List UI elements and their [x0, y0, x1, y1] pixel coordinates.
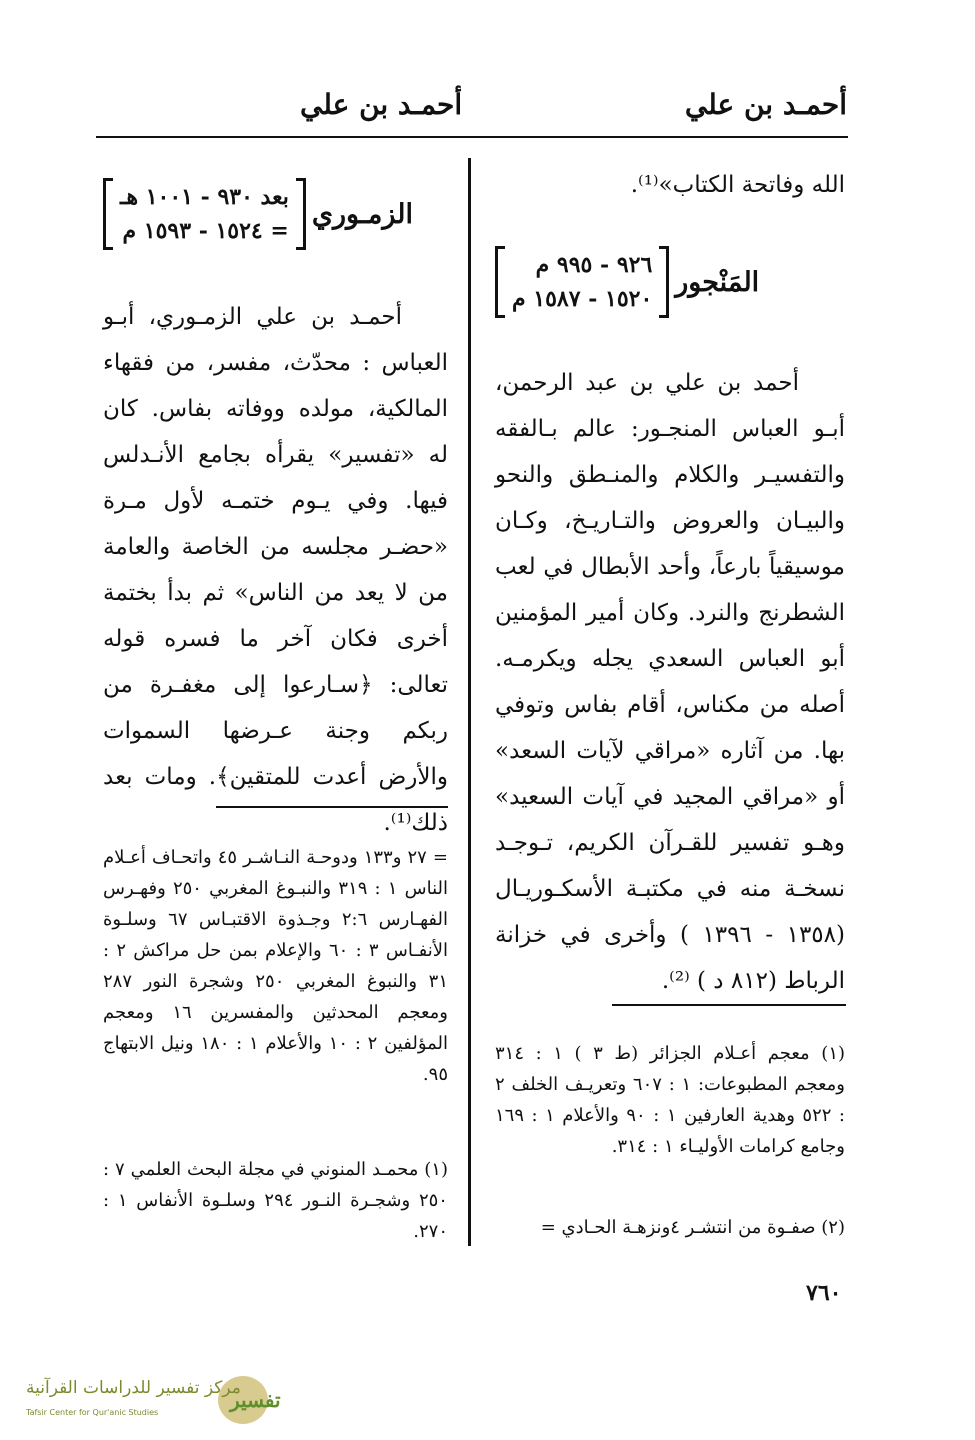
footnote-left-continued: = ٢٧ و١٣٣ ودوحـة النـاشـر ٤٥ واتحـاف أعـلام الناس ١ : ٣١٩ والنبـوغ المغربي ٢٥٠ وفهـرس الفهـارس ٢:٦ وجـذوة الاقتبـاس ٦٧ وسلـوة الأنفـاس ٣ : ٦٠ والإعلام بمن حل مراكش ٢ : ٣١ والنبوغ المغربي ٢٥٠ وشجرة النور ٢٨٧ ومعجم المحدثين والمفسرين ١٦ ومعجم المؤلفين ٢ : ١٠ والأعلام ١ : ١٨٠ ونيل الابتهاج ٩٥. — [103, 847, 449, 1085]
footnote-left-1: (١) محمـد المنوني في مجلة البحث العلمي ٧ : ٢٥٠ وشجـرة النـور ٢٩٤ وسلـوة الأنفاس ١ : ٢٧٠. — [103, 1159, 448, 1242]
header-rule — [96, 136, 848, 138]
entry-name: المَنْجور — [675, 266, 760, 298]
running-header-left: أحمـد بن علي — [300, 88, 463, 121]
entry-heading-manjur — [495, 246, 759, 318]
page-number: ٧٦٠ — [806, 1280, 842, 1306]
entry-name: الزمـوري — [311, 198, 413, 230]
footnote-right-2: (٢) صفـوة من انتشـر ٤ونزهـة الحـادي = — [540, 1217, 845, 1238]
continuation-text: الله وفاتحة الكتاب»⁽¹⁾. — [630, 172, 845, 198]
entry-body-zammuri: أحمـد بن علي الزمـوري، أبـو العباس : محدّث، مفسر، من فقهاء المالكية، مولده ووفاته بفاس. كان له «تفسير» يقرأه بجامع الأنـدلس فيها. وفي يـوم ختمـه لأول مـرة «حضـر مجلسه من الخاصة والعامة من لا يعد من الناس» ثم بدأ بختمة أخرى فكان آخر ما فسره قوله تعالى: ﴿سـارعوا إلى مغفـرة من ربكم وجنة عـرضها السموات والأرض أعدت للمتقين﴾. ومات بعد ذلك⁽¹⁾. — [103, 304, 448, 836]
date-hijri: ٩٢٦ - ٩٩٥ م — [535, 252, 653, 278]
entry-body-manjur: أحمد بن علي بن عبد الرحمن، أبـو العباس المنجـور: عالم بـالفقه والتفسيـر والكلام والمنـطق والنحو والبيـان والعروض والتـاريـخ، وكـان موسيقياً بارعاً، وأحد الأبطال في لعب الشطرنج والنرد. وكان أمير المؤمنين أبو العباس السعدي يجله ويكرمـه. أصله من مكناس، أقام بفاس وتوفي بها. من آثاره «مراقي لآيات السعد» أو «مراقي المجيد في آيات السعيد» وهـو تفسير للقـرآن الكريم، تـوجـد نسخـة منه في مكتبـة الأسكـوريـال (١٣٥٨ - ١٣٩٦ ) وأخرى في خزانة الرباط (٨١٢ د ) ⁽²⁾. — [495, 370, 845, 994]
logo-arabic-text: مركز تفسير للدراسات القرآنية — [26, 1378, 241, 1398]
date-gregorian: = ١٥٢٤ - ١٥٩٣ م — [122, 218, 289, 244]
column-separator — [468, 158, 471, 1246]
running-header-right: أحمـد بن علي — [684, 88, 847, 121]
date-bracket — [103, 178, 306, 250]
date-gregorian: ١٥٢٠ - ١٥٨٧ م — [512, 286, 653, 312]
publisher-logo — [18, 1372, 288, 1428]
logo-english-text: Tafsir Center for Qur'anic Studies — [26, 1408, 159, 1417]
date-hijri: بعد ٩٣٠ - ١٠٠١ هـ — [120, 184, 289, 210]
footnote-rule-right — [612, 1004, 846, 1006]
logo-wordmark: تفسير — [230, 1388, 281, 1412]
footnote-rule-left — [216, 806, 448, 808]
entry-heading-zammuri — [103, 178, 413, 250]
date-bracket — [495, 246, 669, 318]
footnote-right-1: (١) معجم أعـلام الجزائر (ط ٣ ) ١ : ٣١٤ ومعجم المطبوعات: ١ : ٦٠٧ وتعريـف الخلف ٢ : ٥٢٢ وهدية العارفين ١ : ٩٠ والأعلام ١ : ١٦٩ وجامع كرامات الأوليـاء ١ : ٣١٤. — [495, 1043, 846, 1157]
